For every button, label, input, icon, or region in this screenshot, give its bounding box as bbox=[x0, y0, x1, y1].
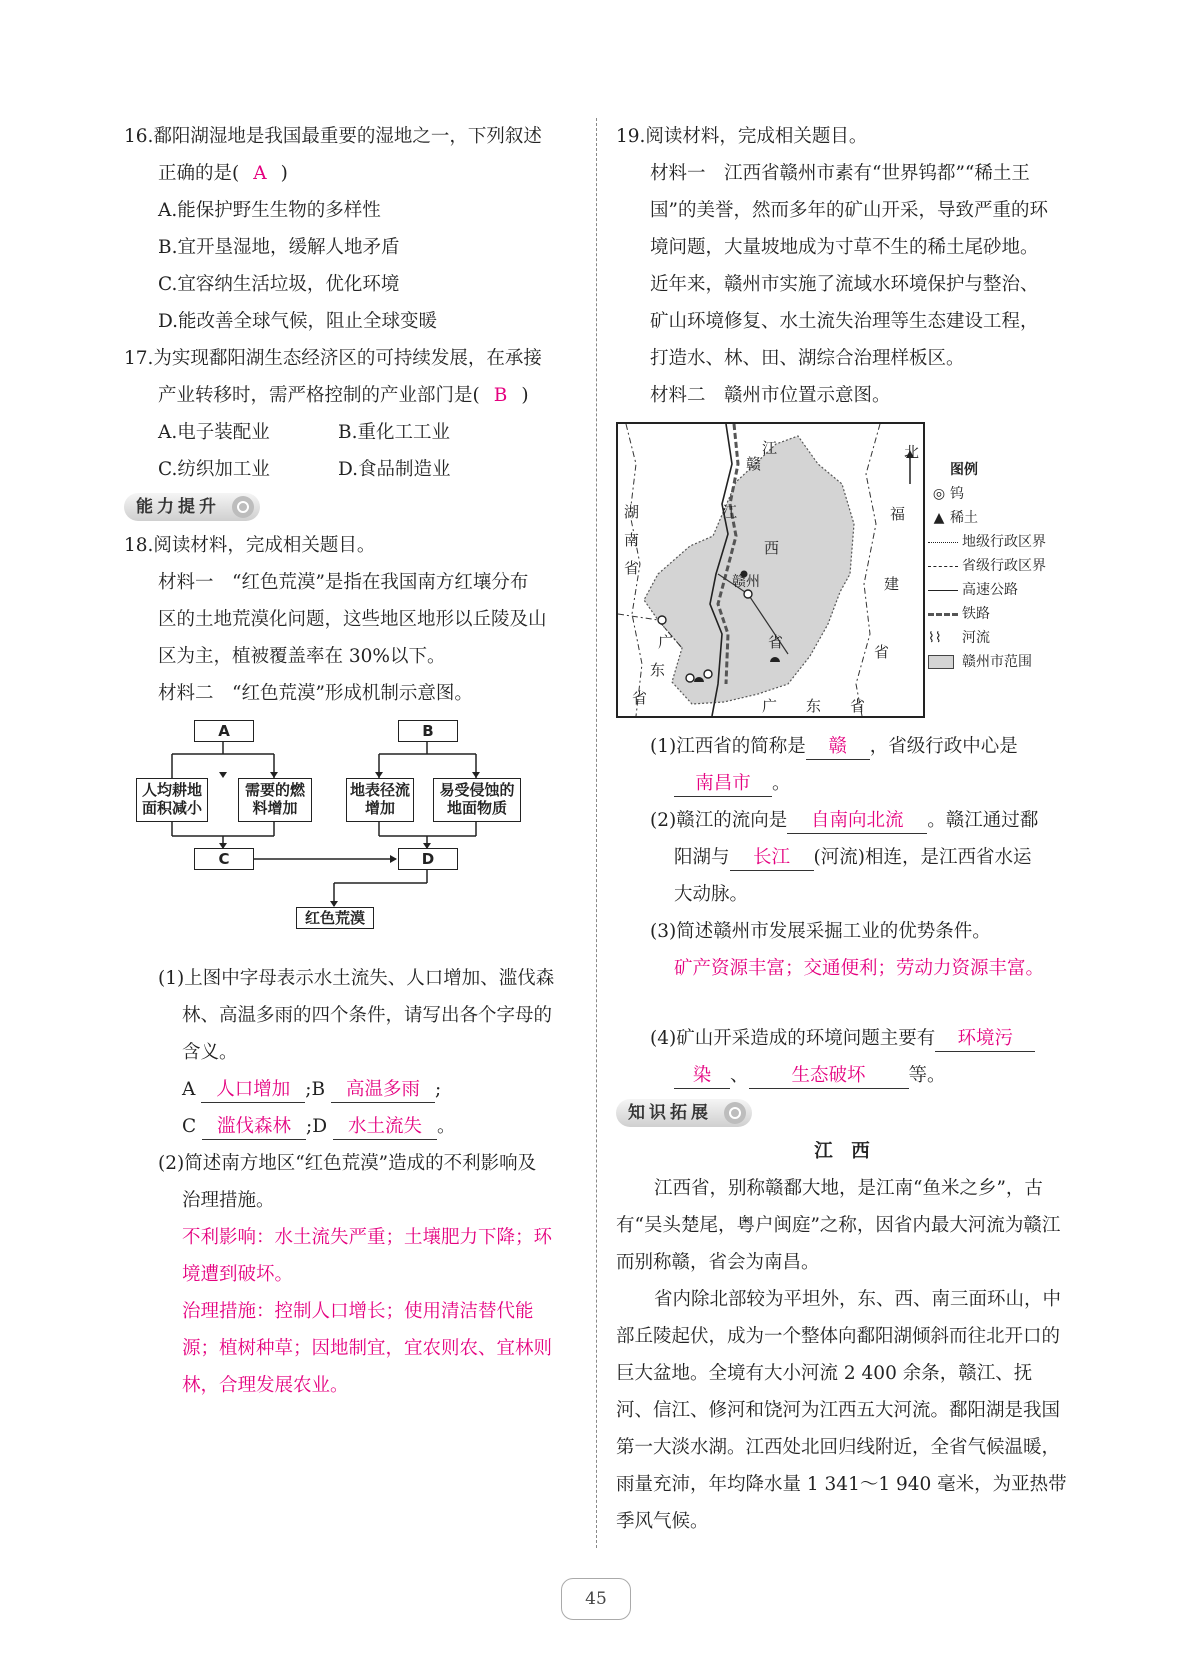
legend-river bbox=[928, 626, 1046, 650]
legend-highway bbox=[928, 578, 1046, 602]
right-column bbox=[616, 118, 1068, 1540]
q19-answer-env1b: 染 bbox=[674, 1064, 730, 1089]
q19-part2-text3: 阳湖与 bbox=[674, 847, 730, 868]
q19-part2-line3: 大动脉。 bbox=[674, 884, 749, 905]
legend-range-label: 赣州市范围 bbox=[962, 654, 1032, 670]
article-paragraph-2: 省内除北部较为平坦外，东、西、南三面环山，中部丘陵起伏，成为一个整体向鄱阳湖倾斜而往北开口的巨大盆地。全境有大小河流 2 400 余条，赣江、抚河、信江、修河和饶河为江西五大河流。鄱阳湖是我国第一大淡水湖。江西处北回归线附近，全省气候温暖，雨量充沛，年均降水量 1 341～1 940 毫米，为亚热带季风气候。 bbox=[616, 1289, 1067, 1532]
q19-answer-env2: 生态破坏 bbox=[749, 1064, 909, 1089]
q17-answer: B bbox=[493, 385, 508, 406]
q19-part2-text: (2)赣江的流向是 bbox=[650, 810, 788, 831]
map-label-fujian-1: 福 bbox=[890, 505, 906, 523]
map-legend bbox=[928, 458, 1046, 674]
semicolon: ; bbox=[434, 1079, 442, 1100]
q19-part4-end: 等。 bbox=[908, 1065, 946, 1086]
q18-part2-answer2-line2: 源；植树种草；因地制宜，宜农则农、宜林则 bbox=[182, 1338, 553, 1359]
map-label-guangdong-l2: 东 bbox=[650, 661, 666, 679]
q19-part4 bbox=[616, 1020, 1068, 1057]
magnifier-icon bbox=[724, 1102, 746, 1124]
q18-part2-answer2-line1: 治理措施：控制人口增长；使用清洁替代能 bbox=[182, 1301, 534, 1322]
q18-material1-line2: 区的土地荒漠化问题，这些地区地形以丘陵及山 bbox=[158, 609, 547, 630]
legend-range bbox=[928, 650, 1046, 674]
tungsten-marker bbox=[658, 616, 666, 624]
section-knowledge-tag bbox=[616, 1099, 752, 1127]
map-label-fujian-3: 省 bbox=[874, 643, 890, 661]
q19-answer-river: 长江 bbox=[730, 846, 814, 871]
map-label-guangdong-b1: 广 bbox=[762, 697, 778, 715]
q16-close: ) bbox=[280, 163, 288, 184]
legend-tungsten-label: 钨 bbox=[950, 486, 964, 502]
answer-d: 水土流失 bbox=[333, 1115, 437, 1140]
q19-material1-line2: 国”的美誉，然而多年的矿山开采，导致严重的环 bbox=[650, 200, 1048, 221]
article-paragraph-1: 江西省，别称赣鄱大地，是江南“鱼米之乡”，古有“吴头楚尾，粤户闽庭”之称，因省内最大河流为赣江而别称赣，省会为南昌。 bbox=[616, 1178, 1061, 1273]
q19-material1-line4: 近年来，赣州市实施了流域水环境保护与整治、 bbox=[650, 274, 1039, 295]
map-label-guangdong-b3: 省 bbox=[850, 697, 866, 715]
q18-material1-line3: 区为主，植被覆盖率在 30%以下。 bbox=[158, 646, 446, 667]
legend-pref-boundary-label: 地级行政区界 bbox=[962, 534, 1046, 550]
q19-part1-line2 bbox=[616, 765, 1068, 802]
q16-stem-text: 正确的是( bbox=[158, 163, 240, 184]
tungsten-icon: ◎ bbox=[932, 486, 946, 502]
column-divider bbox=[596, 118, 597, 1548]
q19-intro: 19.阅读材料，完成相关题目。 bbox=[616, 126, 868, 147]
q19-part4-text: (4)矿山开采造成的环境问题主要有 bbox=[650, 1028, 936, 1049]
q16-option-c: C.宜容纳生活垃圾，优化环境 bbox=[158, 274, 400, 295]
section-knowledge-label: 知识拓展 bbox=[628, 1103, 712, 1123]
q18-material2: 材料二 “红色荒漠”形成机制示意图。 bbox=[158, 683, 473, 704]
map-label-jiangxi-1: 江 bbox=[722, 503, 738, 521]
q19-part2-line2 bbox=[616, 839, 1068, 876]
legend-prov-boundary bbox=[928, 554, 1046, 578]
answer-c: 滥伐森林 bbox=[202, 1115, 306, 1140]
prov-boundary-icon bbox=[928, 566, 958, 567]
q19-answer-env1a: 环境污 bbox=[935, 1027, 1035, 1052]
map-label-hunan-2: 南 bbox=[624, 531, 640, 549]
q18-part2-answer1-line2: 境遭到破坏。 bbox=[182, 1264, 294, 1285]
range-swatch-icon bbox=[928, 655, 954, 669]
map-label-guangdong-b2: 东 bbox=[806, 697, 822, 715]
q16-stem-line2 bbox=[124, 155, 576, 192]
legend-railway bbox=[928, 602, 1046, 626]
river-icon: ⌇⌇ bbox=[928, 630, 942, 646]
q18-part1-line1: (1)上图中字母表示水土流失、人口增加、滥伐森 bbox=[158, 968, 555, 989]
q19-answer-capital: 南昌市 bbox=[674, 772, 772, 797]
legend-railway-label: 铁路 bbox=[962, 606, 990, 622]
legend-prov-boundary-label: 省级行政区界 bbox=[962, 558, 1046, 574]
answer-b: 高温多雨 bbox=[331, 1078, 435, 1103]
red-desert-diagram bbox=[124, 720, 576, 956]
q19-answer-abbr: 赣 bbox=[806, 735, 870, 760]
q17-option-a: A.电子装配业 bbox=[158, 422, 270, 443]
q17-close: ) bbox=[521, 385, 529, 406]
q16-option-a: A.能保护野生生物的多样性 bbox=[158, 200, 381, 221]
highway-icon bbox=[928, 590, 958, 591]
q18-intro: 18.阅读材料，完成相关题目。 bbox=[124, 535, 376, 556]
diagram-box-b: B bbox=[398, 720, 458, 742]
section-ability-label: 能力提升 bbox=[136, 497, 220, 517]
q18-material1-line1: 材料一 “红色荒漠”是指在我国南方红壤分布 bbox=[158, 572, 529, 593]
map-label-ganzhou: 赣州 bbox=[732, 574, 760, 590]
q17-options-row1 bbox=[124, 414, 576, 451]
tungsten-marker bbox=[686, 674, 694, 682]
ganzhou-map bbox=[616, 422, 925, 718]
q16-option-b: B.宜开垦湿地，缓解人地矛盾 bbox=[158, 237, 400, 258]
q17-options-row2 bbox=[124, 451, 576, 488]
q16-stem: 16.鄱阳湖湿地是我国最重要的湿地之一，下列叙述 bbox=[124, 126, 542, 147]
q18-part2-line1: (2)简述南方地区“红色荒漠”造成的不利影响及 bbox=[158, 1153, 537, 1174]
q19-part1-text2: ，省级行政中心是 bbox=[869, 736, 1018, 757]
map-label-fujian-2: 建 bbox=[884, 575, 900, 593]
article-title: 江 西 bbox=[814, 1141, 870, 1162]
legend-rare-earth-label: 稀土 bbox=[950, 510, 978, 526]
q19-part1-text: (1)江西省的简称是 bbox=[650, 736, 806, 757]
section-ability-tag bbox=[124, 493, 260, 521]
label-c: C bbox=[182, 1116, 197, 1137]
legend-title: 图例 bbox=[950, 462, 978, 478]
diagram-box-fuel: 需要的燃料增加 bbox=[238, 778, 312, 822]
railway-icon bbox=[928, 613, 958, 616]
map-label-gan: 赣 bbox=[746, 455, 762, 473]
fujian-boundary bbox=[856, 424, 880, 716]
q17-stem-text: 产业转移时，需严格控制的产业部门是( bbox=[158, 385, 480, 406]
q18-part2-answer2-line3: 林，合理发展农业。 bbox=[182, 1375, 349, 1396]
map-label-north: 北 bbox=[904, 443, 920, 461]
q17-option-c: C.纺织加工业 bbox=[158, 459, 270, 480]
q19-part4-line2 bbox=[616, 1057, 1068, 1094]
label-a: A bbox=[182, 1079, 196, 1100]
diagram-box-c: C bbox=[194, 848, 254, 870]
period: 。 bbox=[437, 1116, 456, 1137]
legend-rare-earth bbox=[928, 506, 1046, 530]
map-label-guangdong-l3: 省 bbox=[632, 689, 648, 707]
diagram-box-red-desert: 红色荒漠 bbox=[296, 907, 374, 929]
q19-material1-line5: 矿山环境修复、水土流失治理等生态建设工程， bbox=[650, 311, 1039, 332]
legend-highway-label: 高速公路 bbox=[962, 582, 1018, 598]
pref-boundary-icon bbox=[928, 542, 958, 543]
q18-answers-ab bbox=[124, 1071, 576, 1108]
q18-part2-line2: 治理措施。 bbox=[182, 1190, 275, 1211]
q19-part3-answer: 矿产资源丰富；交通便利；劳动力资源丰富。 bbox=[674, 958, 1045, 979]
q19-part1 bbox=[616, 728, 1068, 765]
q19-part4-sep: 、 bbox=[730, 1065, 749, 1086]
diagram-box-erodible: 易受侵蚀的地面物质 bbox=[433, 778, 521, 822]
q18-part1-line2: 林、高温多雨的四个条件，请写出各个字母的 bbox=[182, 1005, 553, 1026]
legend-river-label: 河流 bbox=[962, 630, 990, 646]
map-label-hunan-1: 湖 bbox=[624, 503, 640, 521]
map-label-jiang: 江 bbox=[762, 439, 778, 457]
q19-part2 bbox=[616, 802, 1068, 839]
left-column bbox=[124, 118, 576, 1404]
q19-part1-end: 。 bbox=[772, 773, 791, 794]
label-d: ;D bbox=[306, 1116, 328, 1137]
tungsten-marker bbox=[704, 670, 712, 678]
q19-material1-line1: 材料一 江西省赣州市素有“世界钨都”“稀土王 bbox=[650, 163, 1030, 184]
q16-answer: A bbox=[253, 163, 267, 184]
diagram-box-d: D bbox=[398, 848, 458, 870]
label-b: ;B bbox=[305, 1079, 326, 1100]
answer-a: 人口增加 bbox=[201, 1078, 305, 1103]
q16-option-d: D.能改善全球气候，阻止全球变暖 bbox=[158, 311, 438, 332]
magnifier-icon bbox=[232, 496, 254, 518]
q17-option-d: D.食品制造业 bbox=[338, 459, 451, 480]
q19-part3: (3)简述赣州市发展采掘工业的优势条件。 bbox=[650, 921, 991, 942]
map-label-jiangxi-2: 西 bbox=[764, 539, 780, 557]
legend-pref-boundary bbox=[928, 530, 1046, 554]
diagram-box-runoff: 地表径流增加 bbox=[346, 778, 414, 822]
legend-tungsten bbox=[928, 482, 1046, 506]
map-label-sheng: 省 bbox=[768, 633, 784, 651]
page-number: 45 bbox=[561, 1578, 631, 1620]
map-label-guangdong-l1: 广 bbox=[658, 633, 674, 651]
q19-material1-line6: 打造水、林、田、湖综合治理样板区。 bbox=[650, 348, 965, 369]
diagram-box-farmland: 人均耕地面积减小 bbox=[136, 778, 208, 822]
blank-space bbox=[616, 987, 1068, 1020]
q19-answer-flow: 自南向北流 bbox=[787, 809, 927, 834]
map-label-hunan-3: 省 bbox=[624, 559, 640, 577]
rare-earth-icon: ▲ bbox=[933, 510, 945, 526]
q19-material1-line3: 境问题，大量坡地成为寸草不生的稀土尾砂地。 bbox=[650, 237, 1039, 258]
diagram-box-a: A bbox=[194, 720, 254, 742]
map-figure bbox=[616, 422, 1068, 728]
q19-part2-text2: 。赣江通过鄱 bbox=[927, 810, 1039, 831]
q19-part2-text4: (河流)相连，是江西省水运 bbox=[813, 847, 1032, 868]
q18-part1-line3: 含义。 bbox=[182, 1042, 238, 1063]
q17-stem-line2 bbox=[124, 377, 576, 414]
q17-stem: 17.为实现鄱阳湖生态经济区的可持续发展，在承接 bbox=[124, 348, 542, 369]
q18-part2-answer1-line1: 不利影响：水土流失严重；土壤肥力下降；环 bbox=[182, 1227, 553, 1248]
q17-option-b: B.重化工工业 bbox=[338, 422, 450, 443]
q18-answers-cd bbox=[124, 1108, 576, 1145]
q19-material2: 材料二 赣州市位置示意图。 bbox=[650, 385, 891, 406]
